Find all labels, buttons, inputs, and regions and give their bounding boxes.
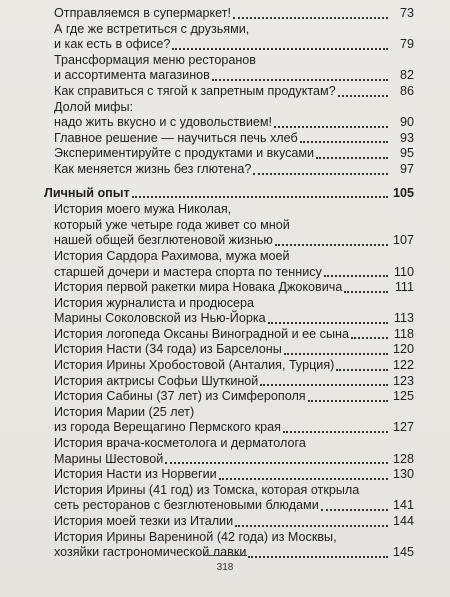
toc-entry-line: который уже четыре года живет со мной	[54, 217, 290, 232]
toc-entry-line: Долой мифы:	[54, 99, 134, 114]
toc-entry-page-number: 145	[392, 545, 414, 560]
toc-entry[interactable]	[0, 162, 450, 178]
toc-entry[interactable]	[0, 530, 450, 561]
leader-dots	[308, 400, 388, 402]
toc-entry-row	[0, 280, 450, 296]
table-of-contents	[0, 6, 450, 561]
toc-top-entries	[0, 6, 450, 178]
footer-rule	[203, 555, 247, 556]
leader-dots	[324, 275, 388, 277]
toc-entry-title: надо жить вкусно и с удовольствием!	[54, 115, 273, 130]
toc-entry-title: История Насти из Норвегии	[54, 467, 217, 482]
toc-entry-line: История Сардора Рахимова, мужа моей	[54, 248, 290, 263]
toc-entry-title: сеть ресторанов с безглютеновыми блюдами	[54, 498, 319, 513]
toc-entry-page-number: 86	[399, 83, 414, 98]
toc-entry-title: Как меняется жизнь без глютена?	[54, 161, 252, 176]
toc-entry-page-number: 79	[399, 37, 414, 52]
toc-entry-row	[0, 327, 450, 343]
toc-entry-page-number: 128	[392, 451, 414, 466]
leader-dots	[274, 126, 388, 128]
toc-entry-row	[0, 514, 450, 530]
leader-dots	[321, 509, 388, 511]
toc-entry-page-number: 73	[399, 6, 414, 20]
leader-dots	[338, 95, 388, 97]
leader-dots	[212, 79, 388, 81]
toc-entry[interactable]	[0, 100, 450, 131]
toc-entry-row	[0, 84, 450, 100]
toc-entry[interactable]	[0, 6, 450, 22]
toc-entry-row	[0, 146, 450, 162]
toc-entry-row	[0, 37, 450, 53]
toc-entry[interactable]	[0, 467, 450, 483]
toc-entry-row	[0, 342, 450, 358]
toc-entry-row	[0, 452, 450, 468]
toc-entry-page-number: 130	[392, 467, 414, 482]
toc-entry[interactable]	[0, 131, 450, 147]
toc-entry-page-number: 97	[399, 161, 414, 176]
section-page-number: 105	[392, 185, 414, 200]
leader-dots	[233, 17, 388, 19]
toc-entry-row	[0, 498, 450, 514]
toc-entry-row	[0, 68, 450, 84]
toc-entry-row	[0, 131, 450, 147]
toc-entry-page-number: 90	[399, 115, 414, 130]
toc-entry-page-number: 122	[392, 358, 414, 373]
leader-dots	[275, 244, 388, 246]
toc-entry[interactable]	[0, 342, 450, 358]
toc-entry-line: История Марии (25 лет)	[54, 404, 195, 419]
toc-entry-page-number: 107	[392, 233, 414, 248]
toc-entry[interactable]	[0, 296, 450, 327]
leader-dots	[268, 322, 388, 324]
toc-entry-title: хозяйки гастрономической лавки	[54, 545, 247, 560]
toc-entry-title: История первой ракетки мира Новака Джоковича	[54, 280, 343, 295]
leader-dots	[172, 48, 388, 50]
toc-entry-row	[0, 358, 450, 374]
toc-entry-line: Трансформация меню ресторанов	[54, 52, 256, 67]
toc-entry[interactable]	[0, 84, 450, 100]
toc-entry[interactable]	[0, 22, 450, 53]
toc-entry-row	[0, 265, 450, 281]
toc-entry-title: Марины Шестовой	[54, 451, 164, 466]
toc-entry[interactable]	[0, 436, 450, 467]
leader-dots	[165, 462, 388, 464]
toc-entry-row	[0, 420, 450, 436]
leader-dots	[219, 478, 388, 480]
toc-entry-title: Экспериментируйте с продуктами и вкусами	[54, 146, 315, 161]
toc-entry[interactable]	[0, 249, 450, 280]
toc-entry-row	[0, 374, 450, 390]
toc-entry-title: История Насти (34 года) из Барселоны	[54, 342, 282, 357]
toc-entry-page-number: 120	[392, 342, 414, 357]
leader-dots	[132, 196, 388, 198]
toc-entry-row	[0, 467, 450, 483]
section-title: Личный опыт	[44, 185, 130, 200]
toc-entry-page-number: 118	[393, 326, 414, 341]
leader-dots	[235, 525, 388, 527]
toc-entry[interactable]	[0, 202, 450, 249]
toc-entry-row	[0, 545, 450, 561]
toc-entry-title: и как есть в офисе?	[54, 37, 171, 52]
toc-entry-page-number: 110	[393, 264, 414, 279]
toc-entry-title: и ассортимента магазинов	[54, 68, 210, 83]
toc-entry[interactable]	[0, 327, 450, 343]
toc-entry-row	[0, 6, 450, 22]
toc-entry-page-number: 144	[392, 514, 414, 528]
leader-dots	[253, 173, 388, 175]
leader-dots	[284, 353, 388, 355]
toc-entry-title: История моей тезки из Италии	[54, 514, 234, 528]
leader-dots	[300, 141, 388, 143]
footer-page-number: 318	[216, 562, 234, 573]
toc-entry[interactable]	[0, 374, 450, 390]
toc-entry-title: История актрисы Софьи Шуткиной	[54, 373, 259, 388]
leader-dots	[260, 384, 388, 386]
toc-entry-line: История Ирины Варениной (42 года) из Москвы,	[54, 529, 337, 544]
toc-entry-title: Марины Соколовской из Нью-Йорка	[54, 311, 266, 326]
toc-entry-line: История Ирины (41 год) из Томска, которая открыла	[54, 482, 360, 497]
toc-entry-page-number: 127	[392, 420, 414, 435]
toc-entry-title: История логопеда Оксаны Виноградной и ее сына	[54, 326, 349, 341]
toc-entry-title: История Ирины Хробостовой (Анталия, Турция)	[54, 358, 335, 373]
toc-entry-line: А где же встретиться с друзьями,	[54, 21, 250, 36]
toc-entry-row	[0, 162, 450, 178]
leader-dots	[248, 556, 388, 558]
toc-entry-page-number: 141	[392, 498, 414, 513]
toc-entry-title: Отправляемся в супермаркет!	[54, 6, 232, 20]
toc-entry-row	[0, 233, 450, 249]
toc-entry-title: нашей общей безглютеновой жизнью	[54, 233, 273, 248]
toc-entry-row	[0, 115, 450, 131]
toc-entry-line: История врача-косметолога и дерматолога	[54, 436, 306, 451]
toc-entry-page-number: 123	[392, 373, 414, 388]
toc-entry-page-number: 125	[392, 389, 414, 404]
toc-entry-page-number: 111	[394, 280, 414, 295]
toc-entry-title: Главное решение — научиться печь хлеб	[54, 130, 298, 145]
toc-entry[interactable]	[0, 483, 450, 514]
leader-dots	[283, 431, 388, 433]
toc-entry-row	[0, 311, 450, 327]
toc-entry-title: Как справиться с тягой к запретным продуктам?	[54, 83, 336, 98]
toc-entry[interactable]	[0, 146, 450, 162]
toc-entry-title: История Сабины (37 лет) из Симферополя	[54, 389, 306, 404]
toc-entry-page-number: 93	[399, 130, 414, 145]
toc-entry-line: История журналиста и продюсера	[54, 295, 255, 310]
toc-entry[interactable]	[0, 514, 450, 530]
toc-entry[interactable]	[0, 389, 450, 405]
toc-entry-page-number: 82	[399, 68, 414, 83]
toc-section-entries	[0, 202, 450, 561]
toc-entry[interactable]	[0, 53, 450, 84]
toc-entry[interactable]	[0, 280, 450, 296]
leader-dots	[344, 291, 388, 293]
toc-entry-page-number: 113	[393, 311, 414, 326]
toc-entry-title: из города Верещагино Пермского края	[54, 420, 281, 435]
toc-entry-page-number: 95	[399, 146, 414, 161]
toc-entry[interactable]	[0, 405, 450, 436]
toc-entry[interactable]	[0, 358, 450, 374]
toc-entry-row	[0, 389, 450, 405]
toc-entry-line: История моего мужа Николая,	[54, 202, 232, 217]
toc-section-heading[interactable]	[0, 186, 450, 202]
leader-dots	[336, 369, 388, 371]
leader-dots	[351, 337, 388, 339]
leader-dots	[316, 157, 388, 159]
toc-entry-title: старшей дочери и мастера спорта по теннису	[54, 264, 322, 279]
